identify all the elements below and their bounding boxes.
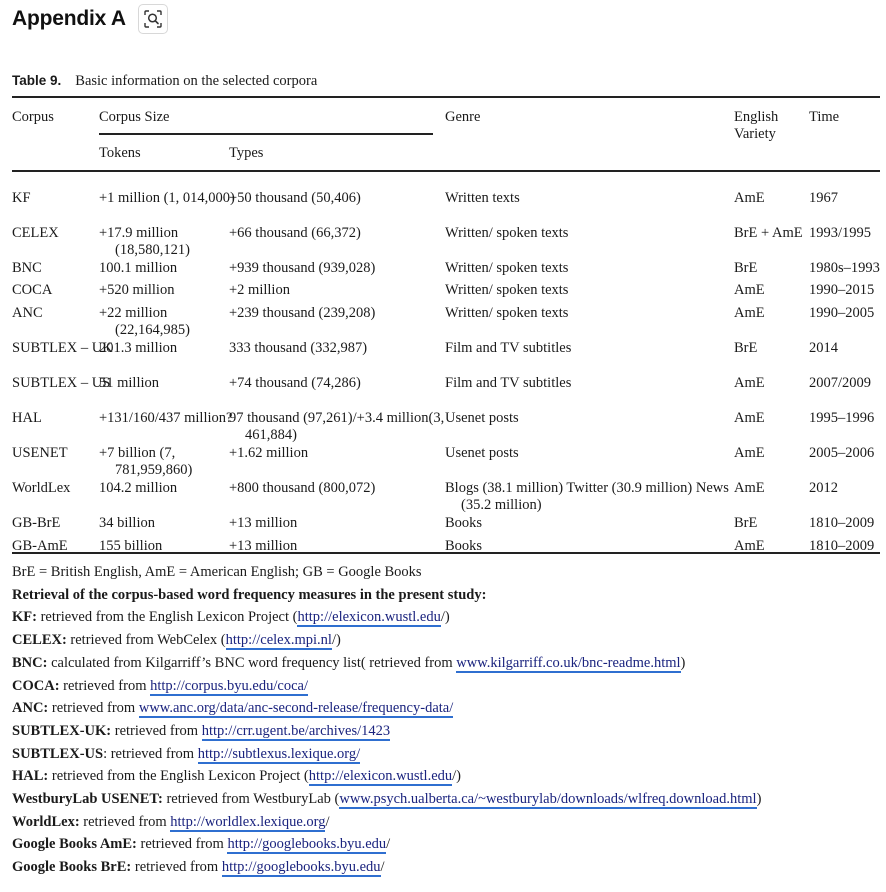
table-caption-text: Basic information on the selected corpora [75, 73, 318, 89]
retrieval-item [12, 743, 761, 766]
retrieval-item [12, 606, 761, 629]
cell-tokens: 201.3 million [99, 340, 178, 356]
retrieval-item [12, 652, 761, 675]
retrieval-suffix: ) [756, 791, 762, 808]
retrieval-suffix: / [380, 859, 385, 876]
cell-time: 1980s–1993 [809, 260, 880, 276]
cell-tokens: 51 million [99, 375, 160, 391]
header-genre: Genre [445, 109, 481, 125]
retrieval-item [12, 811, 761, 834]
cell-variety: AmE [734, 445, 765, 461]
cell-types: +939 thousand (939,028) [229, 260, 376, 276]
cell-tokens: 100.1 million [99, 260, 178, 276]
retrieval-text: retrieved from [59, 677, 151, 694]
cell-corpus: USENET [12, 445, 68, 461]
source-link[interactable]: http://celex.mpi.nl [225, 632, 332, 649]
retrieval-item [12, 720, 761, 743]
retrieval-text: : retrieved from [103, 745, 198, 762]
cell-variety: BrE [734, 340, 758, 356]
corpus-name: HAL: [12, 768, 49, 785]
header-time: Time [809, 109, 840, 125]
corpora-table [12, 96, 880, 554]
retrieval-item [12, 833, 761, 856]
cell-corpus: SUBTLEX – US [12, 375, 111, 391]
cell-time: 1995–1996 [809, 410, 875, 426]
retrieval-item [12, 788, 761, 811]
cell-types: +2 million [229, 282, 290, 298]
header-subrule [99, 133, 433, 135]
cell-tokens: +7 billion (7, 781,959,860) [99, 445, 193, 478]
table-notes [12, 561, 761, 879]
cell-time: 1990–2005 [809, 305, 875, 321]
header-tokens: Tokens [99, 145, 141, 161]
cell-genre: Written/ spoken texts [445, 260, 569, 276]
cell-variety: AmE [734, 538, 765, 554]
cell-genre: Books [445, 515, 483, 531]
cell-tokens: 155 billion [99, 538, 163, 554]
retrieval-text: retrieved from the English Lexicon Project ( [36, 609, 298, 626]
cell-genre: Film and TV subtitles [445, 340, 572, 356]
source-link[interactable]: http://subtlexus.lexique.org/ [197, 745, 361, 762]
corpus-name: SUBTLEX-US [12, 745, 104, 762]
cell-corpus: HAL [12, 410, 42, 426]
retrieval-heading-text: Retrieval of the corpus-based word frequency measures in the present study: [12, 586, 487, 603]
source-link[interactable]: http://corpus.byu.edu/coca/ [150, 677, 308, 694]
retrieval-text: retrieved from [131, 859, 222, 876]
source-link[interactable]: http://worldlex.lexique.org [170, 813, 326, 830]
cell-variety: BrE [734, 260, 758, 276]
source-link[interactable]: www.anc.org/data/anc-second-release/frequency-data/ [138, 700, 454, 717]
cell-variety: AmE [734, 410, 765, 426]
source-link[interactable]: http://elexicon.wustl.edu [297, 609, 441, 626]
cell-genre: Written/ spoken texts [445, 305, 569, 321]
cell-corpus: SUBTLEX – UK [12, 340, 113, 356]
cell-genre: Blogs (38.1 million) Twitter (30.9 million) News (35.2 million) [445, 480, 729, 513]
header-types: Types [229, 145, 264, 161]
corpus-name: ANC: [12, 700, 49, 717]
appendix-heading [12, 4, 168, 34]
retrieval-item [12, 856, 761, 879]
corpus-name: KF: [12, 609, 37, 626]
source-link[interactable]: http://googlebooks.byu.edu [221, 859, 381, 876]
cell-corpus: BNC [12, 260, 42, 276]
cell-corpus: CELEX [12, 225, 59, 241]
cell-corpus: GB-AmE [12, 538, 68, 554]
cell-time: 1810–2009 [809, 515, 875, 531]
cell-types: +239 thousand (239,208) [229, 305, 376, 321]
retrieval-heading [12, 584, 761, 607]
cell-genre: Books [445, 538, 483, 554]
corpus-name: WorldLex: [12, 813, 80, 830]
cell-time: 1967 [809, 190, 838, 206]
cell-variety: BrE [734, 515, 758, 531]
cell-tokens: +131/160/437 million? [99, 410, 233, 426]
retrieval-text: retrieved from [136, 836, 228, 853]
retrieval-item [12, 675, 761, 698]
corpus-name: WestburyLab USENET: [12, 791, 163, 808]
retrieval-suffix: / [325, 813, 330, 830]
source-link[interactable]: http://crr.ugent.be/archives/1423 [201, 722, 391, 739]
retrieval-text: retrieved from WebCelex ( [66, 632, 226, 649]
cell-time: 2005–2006 [809, 445, 875, 461]
retrieval-text: retrieved from [111, 722, 202, 739]
zoom-button[interactable] [138, 4, 168, 34]
cell-time: 1993/1995 [809, 225, 872, 241]
source-link[interactable]: www.kilgarriff.co.uk/bnc-readme.html [456, 654, 681, 671]
retrieval-suffix: /) [452, 768, 461, 785]
retrieval-text: retrieved from WestburyLab ( [162, 791, 340, 808]
cell-genre: Usenet posts [445, 410, 519, 426]
source-link[interactable]: www.psych.ualberta.ca/~westburylab/downloads/wlfreq.download.html [339, 791, 757, 808]
retrieval-suffix: /) [440, 609, 450, 626]
cell-types: +1.62 million [229, 445, 309, 461]
retrieval-list [12, 606, 761, 878]
source-link[interactable]: http://googlebooks.byu.edu [227, 836, 387, 853]
header-variety: English Variety [734, 109, 779, 142]
cell-variety: AmE [734, 190, 765, 206]
table-body [12, 172, 880, 552]
cell-genre: Usenet posts [445, 445, 519, 461]
retrieval-suffix: /) [331, 632, 341, 649]
retrieval-suffix: / [386, 836, 391, 853]
cell-time: 1810–2009 [809, 538, 875, 554]
retrieval-item [12, 629, 761, 652]
cell-corpus: ANC [12, 305, 43, 321]
cell-genre: Written texts [445, 190, 520, 206]
retrieval-text: retrieved from the English Lexicon Project ( [48, 768, 309, 785]
cell-types: +50 thousand (50,406) [229, 190, 361, 206]
cell-variety: AmE [734, 305, 765, 321]
corpus-name: Google Books AmE: [12, 836, 137, 853]
cell-time: 2007/2009 [809, 375, 872, 391]
retrieval-text: retrieved from [48, 700, 139, 717]
table-label: Table 9. [12, 73, 62, 88]
cell-tokens: +22 million (22,164,985) [99, 305, 190, 338]
cell-types: 333 thousand (332,987) [229, 340, 368, 356]
corpus-name: COCA: [12, 677, 60, 694]
abbreviations-note: BrE = British English, AmE = American English; GB = Google Books [12, 564, 422, 580]
cell-variety: AmE [734, 282, 765, 298]
retrieval-text: retrieved from [79, 813, 171, 830]
cell-tokens: +1 million (1, 014,000) [99, 190, 235, 206]
cell-time: 2014 [809, 340, 838, 356]
corpus-name: SUBTLEX-UK: [12, 722, 112, 739]
retrieval-item [12, 765, 761, 788]
table-caption [12, 73, 317, 90]
cell-genre: Written/ spoken texts [445, 282, 569, 298]
cell-variety: BrE + AmE [734, 225, 803, 241]
cell-corpus: WorldLex [12, 480, 71, 496]
header-corpus: Corpus [12, 109, 54, 125]
cell-types: +74 thousand (74,286) [229, 375, 361, 391]
cell-tokens: 34 billion [99, 515, 155, 531]
cell-types: +13 million [229, 515, 298, 531]
appendix-title: Appendix A [12, 7, 126, 30]
cell-genre: Film and TV subtitles [445, 375, 572, 391]
cell-variety: AmE [734, 375, 765, 391]
cell-genre: Written/ spoken texts [445, 225, 569, 241]
cell-corpus: KF [12, 190, 31, 206]
retrieval-suffix: ) [680, 654, 686, 671]
cell-types: 97 thousand (97,261)/+3.4 million(3, 461,884) [229, 410, 445, 443]
retrieval-item [12, 697, 761, 720]
cell-corpus: GB-BrE [12, 515, 61, 531]
zoom-search-icon [143, 9, 163, 29]
table-header [12, 98, 880, 170]
corpus-name: Google Books BrE: [12, 859, 132, 876]
corpus-name: BNC: [12, 654, 48, 671]
source-link[interactable]: http://elexicon.wustl.edu [308, 768, 453, 785]
cell-types: +66 thousand (66,372) [229, 225, 361, 241]
cell-time: 2012 [809, 480, 838, 496]
cell-tokens: +17.9 million (18,580,121) [99, 225, 190, 258]
cell-types: +13 million [229, 538, 298, 554]
cell-variety: AmE [734, 480, 765, 496]
cell-tokens: +520 million [99, 282, 175, 298]
corpus-name: CELEX: [12, 632, 67, 649]
cell-tokens: 104.2 million [99, 480, 178, 496]
retrieval-text: calculated from Kilgarriff’s BNC word frequency list( retrieved from [47, 654, 457, 671]
cell-time: 1990–2015 [809, 282, 875, 298]
cell-corpus: COCA [12, 282, 53, 298]
header-corpus-size: Corpus Size [99, 109, 170, 125]
cell-types: +800 thousand (800,072) [229, 480, 376, 496]
